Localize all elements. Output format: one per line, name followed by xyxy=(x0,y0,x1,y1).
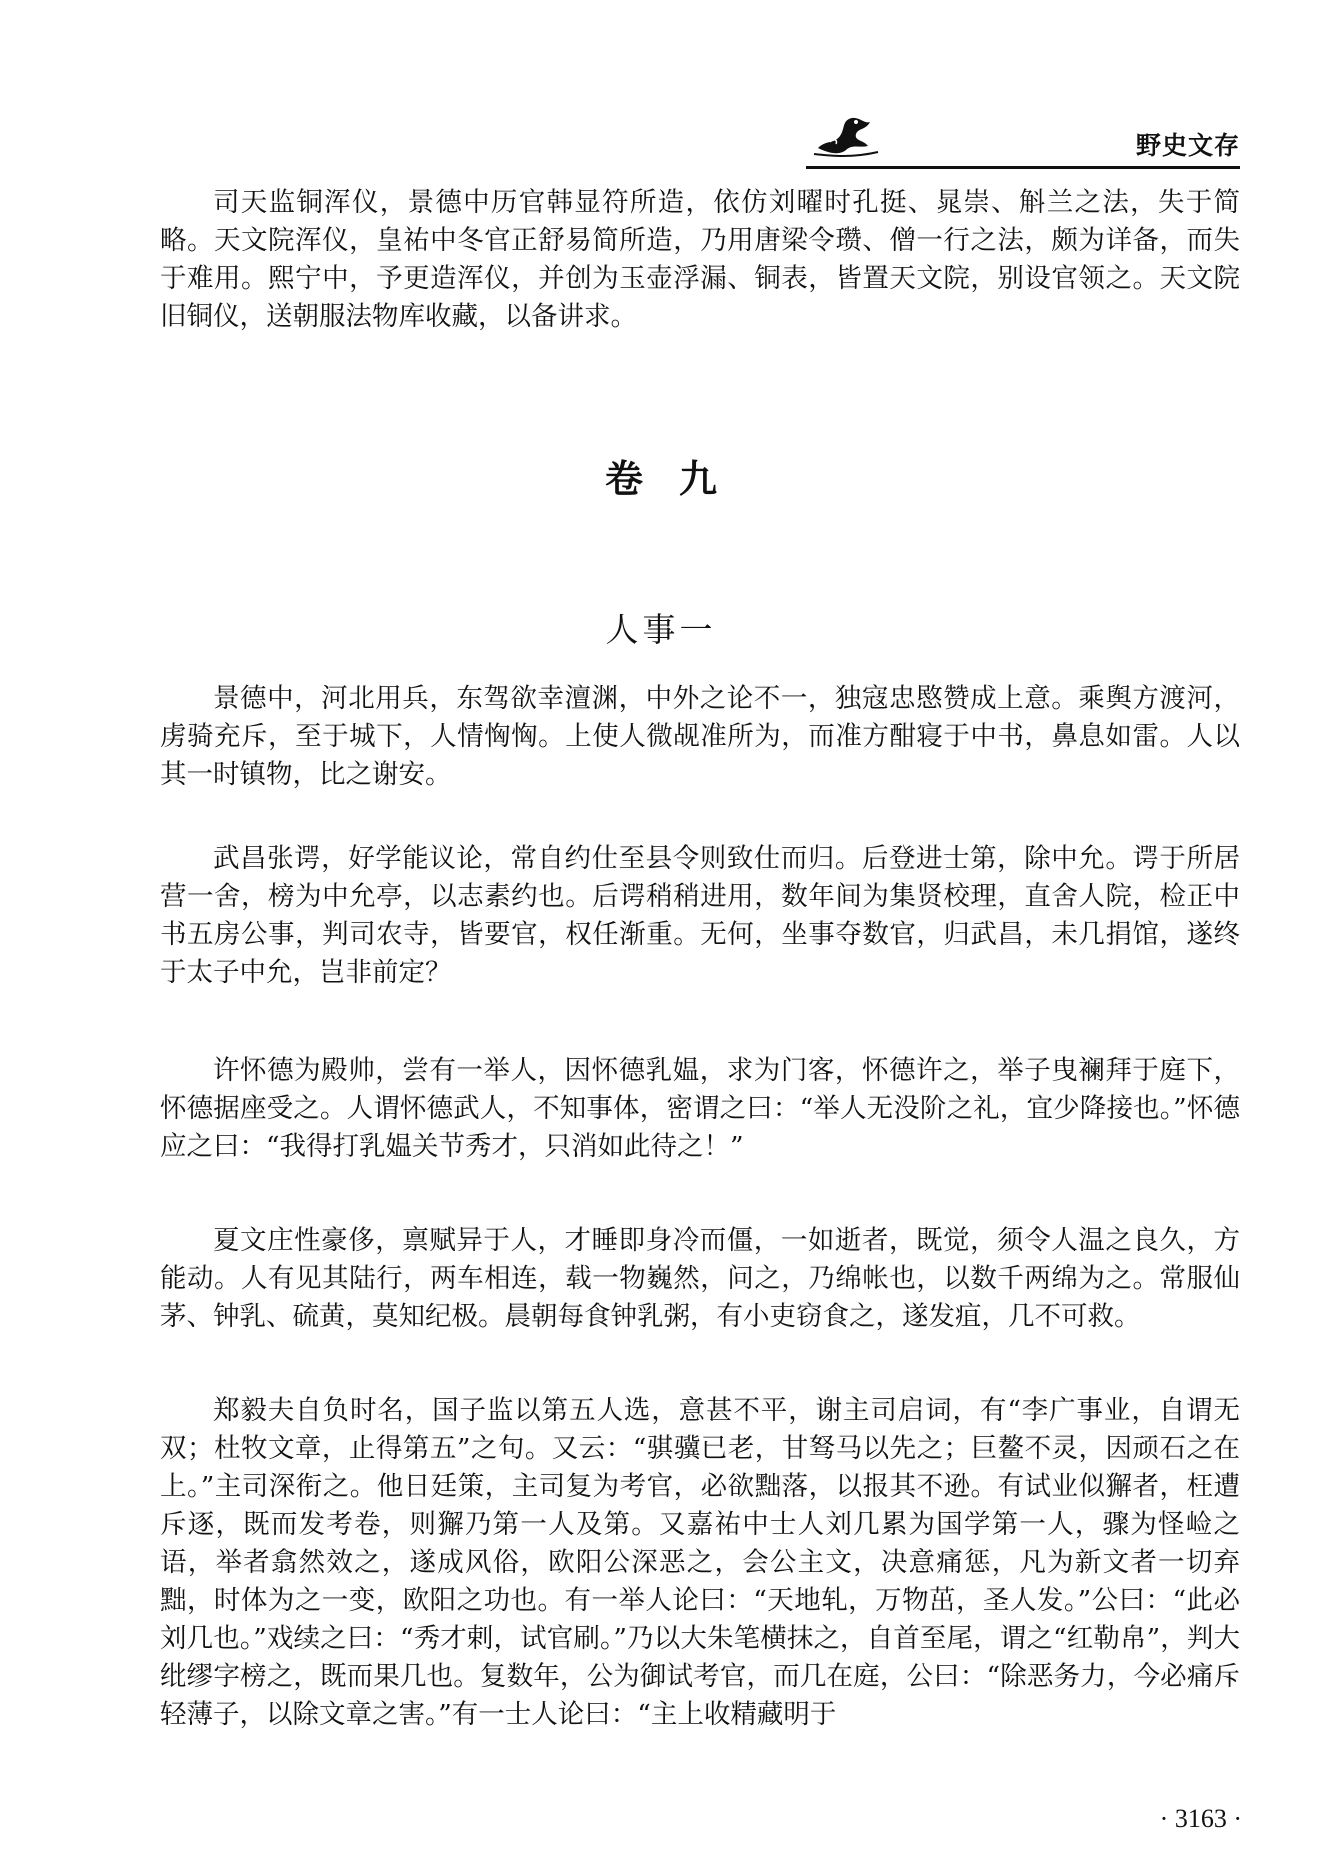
volume-title: 卷九 xyxy=(604,457,753,501)
paragraph-5: 郑毅夫自负时名，国子监以第五人选，意甚不平，谢主司启词，有“李广事业，自谓无双；杜牧文章，止得第五”之句。又云：“骐骥已老，甘驽马以先之；巨鳌不灵，因顽石之在上。”主司深衔之。他日廷策，主司复为考官，必欲黜落，以报其不逊。有试业似獬者，枉遭斥逐，既而发考卷，则獬乃第一人及第。又嘉祐中士人刘几累为国学第一人，骤为怪崄之语，举者翕然效之，遂成风俗，欧阳公深恶之，会公主文，决意痛惩，凡为新文者一切弃黜，时体为之一变，欧阳之功也。有一举人论曰：“天地轧，万物茁，圣人发。”公曰：“此必刘几也。”戏续之曰：“秀才剌，试官刷。”乃以大朱笔横抹之，自首至尾，谓之“红勒帛”，判大纰缪字榜之，既而果几也。复数年，公为御试考官，而几在庭，公曰：“除恶务力，今必痛斥轻薄子，以除文章之害。”有一士人论曰：“主上收精藏明于 xyxy=(160,1395,1240,1730)
running-header xyxy=(800,106,1240,170)
paragraph-armillary: 司天监铜浑仪，景德中历官韩显符所造，依仿刘曜时孔挺、晁崇、斛兰之法，失于简略。天文院浑仪，皇祐中冬官正舒易简所造，乃用唐梁令瓒、僧一行之法，颇为详备，而失于难用。熙宁中，予更造浑仪，并创为玉壶浮漏、铜表，皆置天文院，别设官领之。天文院旧铜仪，送朝服法物库收藏，以备讲求。 xyxy=(160,187,1240,332)
section-title: 人事一 xyxy=(605,610,717,649)
series-title: 野史文存 xyxy=(1135,131,1240,160)
dragon-emblem-icon xyxy=(812,110,882,160)
header-rule xyxy=(806,166,1240,169)
page-number: · 3163 · xyxy=(1159,1804,1242,1833)
paragraph-2: 武昌张谔，好学能议论，常自约仕至县令则致仕而归。后登进士第，除中允。谔于所居营一舍，榜为中允亭，以志素约也。后谔稍稍进用，数年间为集贤校理，直舍人院，检正中书五房公事，判司农寺，皆要官，权任渐重。无何，坐事夺数官，归武昌，未几捐馆，遂终于太子中允，岂非前定？ xyxy=(160,843,1240,988)
paragraph-1: 景德中，河北用兵，东驾欲幸澶渊，中外之论不一，独寇忠愍赞成上意。乘舆方渡河，虏骑充斥，至于城下，人情恟恟。上使人微觇准所为，而准方酣寝于中书，鼻息如雷。人以其一时镇物，比之谢安。 xyxy=(160,683,1240,790)
paragraph-3: 许怀德为殿帅，尝有一举人，因怀德乳媪，求为门客，怀德许之，举子曳襕拜于庭下，怀德据座受之。人谓怀德武人，不知事体，密谓之曰：“举人无没阶之礼，宜少降接也。”怀德应之曰：“我得打乳媪关节秀才，只消如此待之！” xyxy=(160,1055,1240,1162)
paragraph-4: 夏文庄性豪侈，禀赋异于人，才睡即身冷而僵，一如逝者，既觉，须令人温之良久，方能动。人有见其陆行，两车相连，载一物巍然，问之，乃绵帐也，以数千两绵为之。常服仙茅、钟乳、硫黄，莫知纪极。晨朝每食钟乳粥，有小吏窃食之，遂发疽，几不可救。 xyxy=(160,1225,1240,1332)
